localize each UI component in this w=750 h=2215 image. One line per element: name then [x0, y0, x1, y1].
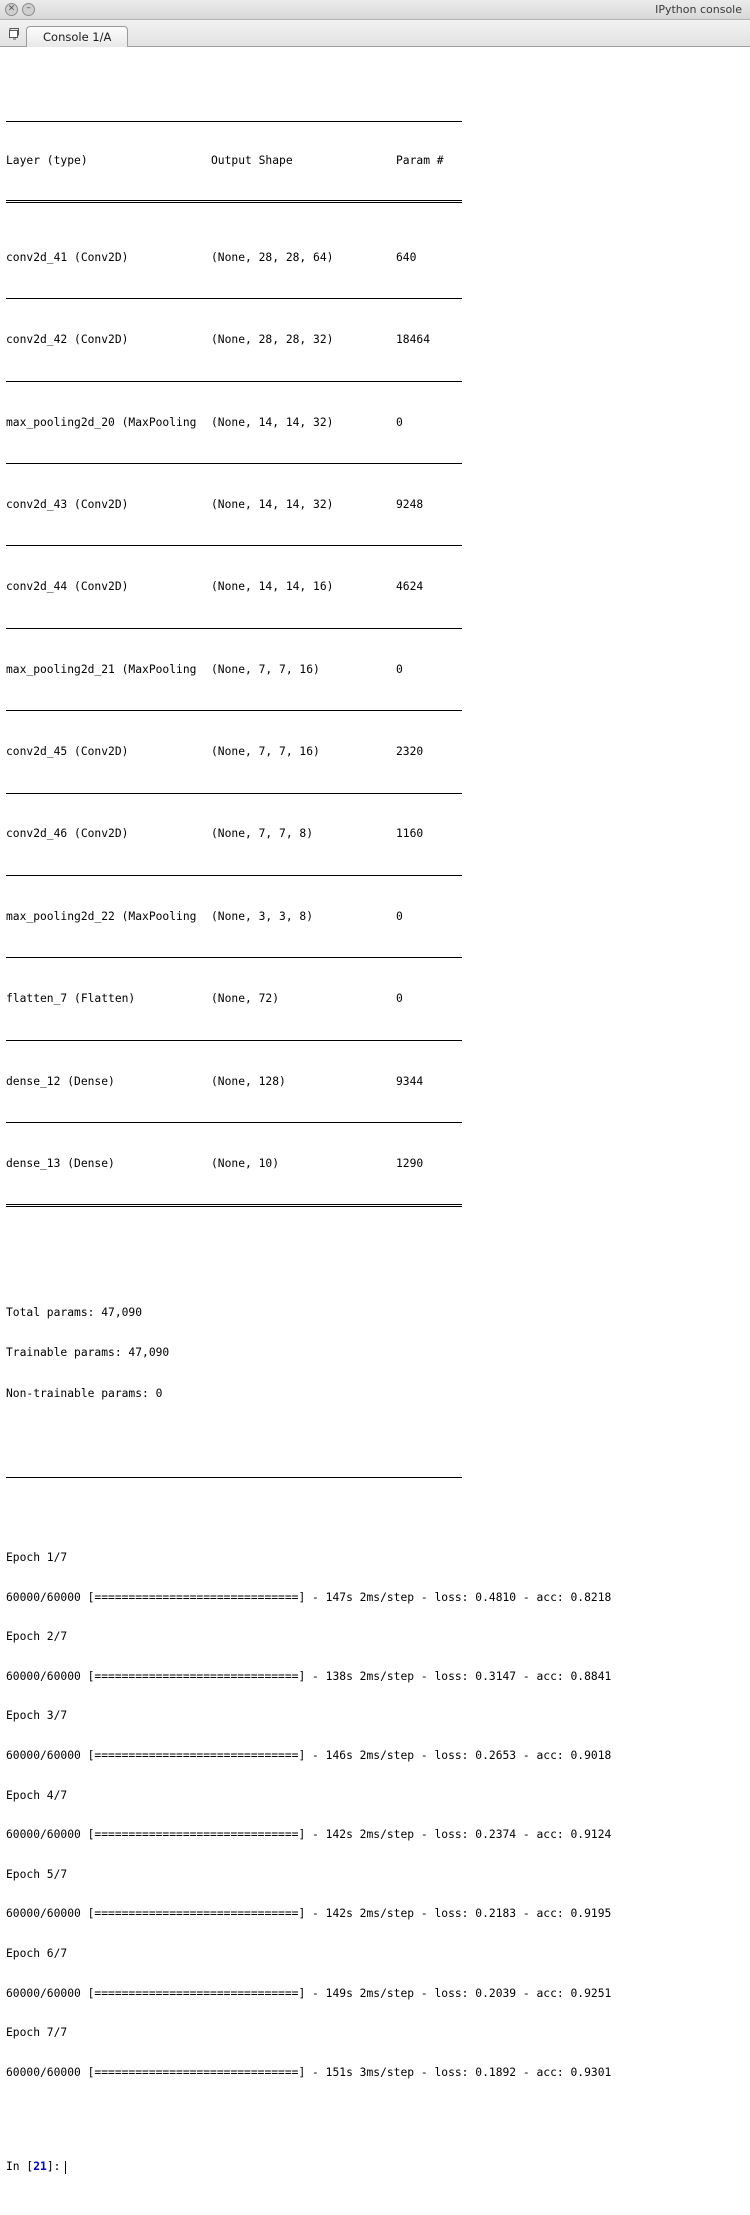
- epoch-progress: 60000/60000 [==============================] - 151s 3ms/step - loss: 0.1892 - acc: 0.9301: [6, 2065, 612, 2079]
- row-rule: [6, 628, 462, 629]
- cell-params: 0: [396, 415, 403, 429]
- cell-shape: (None, 28, 28, 32): [211, 333, 334, 347]
- epoch-label: Epoch 1/7: [6, 1550, 68, 1564]
- prompt-suffix: ]:: [46, 2160, 61, 2174]
- total-params: Total params: 47,090: [6, 1305, 143, 1319]
- table-row: [6, 1150, 742, 1177]
- column-header-layer: Layer (type): [6, 154, 88, 168]
- cell-params: 1160: [396, 827, 424, 841]
- row-rule: [6, 1040, 462, 1041]
- non-trainable-params: Non-trainable params: 0: [6, 1387, 163, 1401]
- params-summary: [6, 1275, 742, 1428]
- cell-params: 18464: [396, 333, 431, 347]
- column-header-output-shape: Output Shape: [211, 154, 293, 168]
- cell-shape: (None, 10): [211, 1156, 280, 1170]
- cell-shape: (None, 7, 7, 16): [211, 662, 320, 676]
- cell-shape: (None, 128): [211, 1074, 286, 1088]
- cell-params: 0: [396, 909, 403, 923]
- table-header-row: [6, 149, 742, 173]
- epoch-progress: 60000/60000 [==============================] - 149s 2ms/step - loss: 0.2039 - acc: 0.9251: [6, 1986, 612, 2000]
- title-bar: [0, 0, 750, 20]
- table-row: [6, 986, 742, 1013]
- browse-tabs-icon[interactable]: [4, 23, 26, 45]
- cell-layer: dense_12 (Dense): [6, 1074, 115, 1088]
- row-rule: [6, 875, 462, 876]
- row-rule: [6, 957, 462, 958]
- table-row: [6, 327, 742, 354]
- cell-layer: conv2d_46 (Conv2D): [6, 827, 129, 841]
- epoch-label: Epoch 4/7: [6, 1788, 68, 1802]
- cell-layer: max_pooling2d_22 (MaxPooling: [6, 909, 197, 923]
- cell-layer: conv2d_43 (Conv2D): [6, 497, 129, 511]
- cell-layer: max_pooling2d_21 (MaxPooling: [6, 662, 197, 676]
- cell-layer: conv2d_41 (Conv2D): [6, 250, 129, 264]
- epoch-progress: 60000/60000 [==============================] - 142s 2ms/step - loss: 0.2183 - acc: 0.9195: [6, 1907, 612, 1921]
- input-prompt[interactable]: [6, 2160, 742, 2174]
- row-rule: [6, 1122, 462, 1123]
- summary-separator: [6, 1477, 462, 1478]
- epoch-progress: 60000/60000 [==============================] - 142s 2ms/step - loss: 0.2374 - acc: 0.9124: [6, 1828, 612, 1842]
- cell-shape: (None, 7, 7, 16): [211, 745, 320, 759]
- cell-shape: (None, 28, 28, 64): [211, 250, 334, 264]
- row-rule: [6, 710, 462, 711]
- cell-shape: (None, 7, 7, 8): [211, 827, 314, 841]
- console-output-area[interactable]: [0, 47, 750, 2215]
- table-header-rule: [6, 200, 462, 203]
- cell-shape: (None, 14, 14, 32): [211, 415, 334, 429]
- cell-params: 4624: [396, 580, 424, 594]
- text-cursor: [65, 2161, 66, 2174]
- cell-layer: conv2d_45 (Conv2D): [6, 745, 129, 759]
- model-summary-table: [6, 94, 742, 1235]
- epoch-label: Epoch 6/7: [6, 1947, 68, 1960]
- column-header-param: Param #: [396, 154, 444, 168]
- table-row: [6, 409, 742, 436]
- cell-params: 2320: [396, 745, 424, 759]
- row-rule: [6, 381, 462, 382]
- trainable-params: Trainable params: 47,090: [6, 1346, 170, 1360]
- cell-layer: max_pooling2d_20 (MaxPooling: [6, 415, 197, 429]
- training-log: [6, 1525, 742, 2106]
- cell-params: 9344: [396, 1074, 424, 1088]
- epoch-progress: 60000/60000 [==============================] - 138s 2ms/step - loss: 0.3147 - acc: 0.8841: [6, 1669, 612, 1683]
- table-top-rule: [6, 121, 462, 122]
- epoch-progress: 60000/60000 [==============================] - 146s 2ms/step - loss: 0.2653 - acc: 0.9018: [6, 1748, 612, 1762]
- table-row: [6, 1068, 742, 1095]
- table-row: [6, 821, 742, 848]
- table-row: [6, 656, 742, 683]
- row-rule: [6, 463, 462, 464]
- cell-layer: conv2d_44 (Conv2D): [6, 580, 129, 594]
- epoch-label: Epoch 5/7: [6, 1867, 68, 1881]
- window-title: IPython console: [655, 3, 742, 16]
- row-rule: [6, 545, 462, 546]
- table-row: [6, 574, 742, 601]
- close-icon[interactable]: [5, 3, 18, 16]
- table-row: [6, 491, 742, 518]
- cell-params: 1290: [396, 1156, 424, 1170]
- row-rule: [6, 793, 462, 794]
- cell-shape: (None, 3, 3, 8): [211, 909, 314, 923]
- epoch-label: Epoch 7/7: [6, 2026, 68, 2040]
- prompt-prefix: In [: [6, 2160, 34, 2174]
- epoch-label: Epoch 2/7: [6, 1630, 68, 1644]
- cell-params: 9248: [396, 497, 424, 511]
- cell-layer: dense_13 (Dense): [6, 1156, 115, 1170]
- table-bottom-rule: [6, 1204, 462, 1207]
- minimize-icon[interactable]: [22, 3, 35, 16]
- cell-layer: flatten_7 (Flatten): [6, 992, 136, 1006]
- table-row: [6, 244, 742, 271]
- epoch-label: Epoch 3/7: [6, 1709, 68, 1723]
- epoch-progress: 60000/60000 [==============================] - 147s 2ms/step - loss: 0.4810 - acc: 0.8218: [6, 1590, 612, 1604]
- cell-shape: (None, 72): [211, 992, 280, 1006]
- cell-params: 640: [396, 250, 417, 264]
- cell-shape: (None, 14, 14, 16): [211, 580, 334, 594]
- cell-shape: (None, 14, 14, 32): [211, 497, 334, 511]
- prompt-number: 21: [33, 2160, 47, 2174]
- table-row: [6, 903, 742, 930]
- cell-layer: conv2d_42 (Conv2D): [6, 333, 129, 347]
- cell-params: 0: [396, 992, 403, 1006]
- tab-console-1a[interactable]: Console 1/A: [26, 26, 128, 47]
- table-row: [6, 738, 742, 765]
- row-rule: [6, 298, 462, 299]
- window-controls: [0, 3, 35, 16]
- cell-params: 0: [396, 662, 403, 676]
- tab-bar: [0, 20, 750, 47]
